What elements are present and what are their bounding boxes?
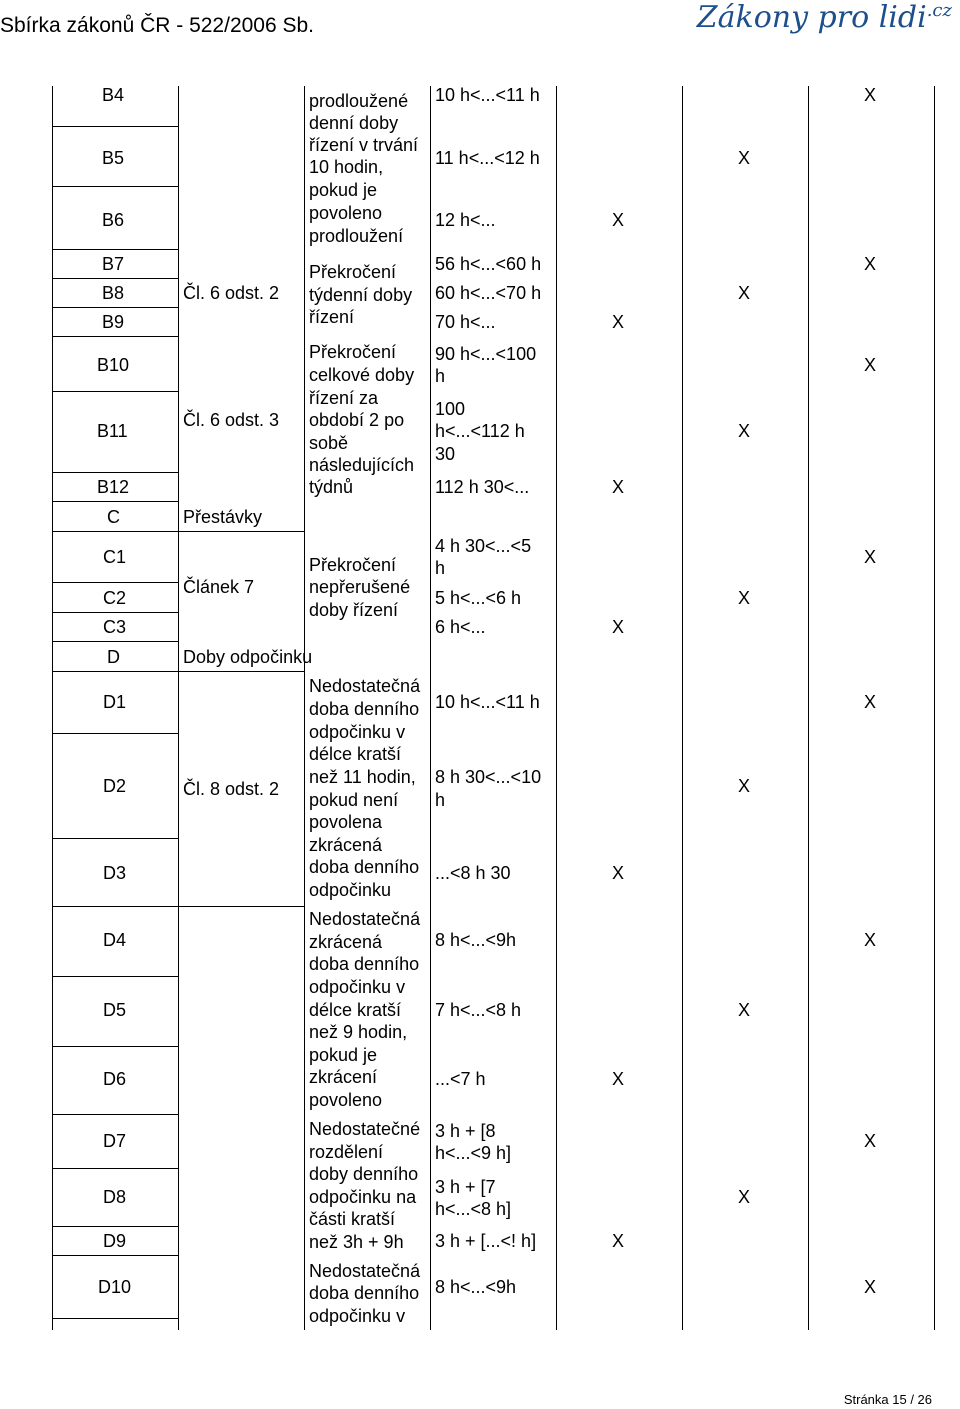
row-code: D9 [103,1231,127,1251]
row-line [52,307,178,308]
section-heading: Přestávky [183,507,263,527]
description-line: doba denního [309,954,420,974]
col-line [556,86,557,1330]
severity-mark: X [738,283,751,303]
description-line: Překročení [309,555,397,575]
row-line [52,1114,178,1115]
row-line [52,1046,178,1047]
description-line: řízení [309,307,355,327]
row-code: D [107,647,120,667]
row-code: B7 [102,254,125,274]
law-reference: Čl. 8 odst. 2 [183,779,280,799]
row-line [52,671,178,672]
row-line [52,733,178,734]
severity-mark: X [612,617,625,637]
row-line [52,612,178,613]
description-line: Nedostatečná [309,676,421,696]
page-number: Stránka 15 / 26 [843,1392,932,1407]
range-value: h<...<9 h] [435,1143,512,1163]
description-line: zkrácení [309,1067,378,1087]
description-line: Nedostatečná [309,909,421,929]
description-line: nepřerušené [309,577,411,597]
row-code: D2 [103,776,127,796]
section-line [178,906,304,907]
section-line [178,531,304,532]
row-code: B8 [102,283,125,303]
logo-suffix: .cz [926,0,952,21]
row-line [52,531,178,532]
range-value: 3 h + [...<! h] [435,1231,537,1251]
col-line [178,86,179,1330]
severity-mark: X [864,254,877,274]
row-line [52,249,178,250]
description-line: než 3h + 9h [309,1232,404,1252]
description-line: délce kratší [309,744,402,764]
description-line: týdnů [309,477,354,497]
severity-mark: X [612,863,625,883]
logo-text: Zákony pro lidi [696,0,927,35]
severity-mark: X [864,547,877,567]
range-value: 11 h<...<12 h [435,148,540,168]
row-line [52,838,178,839]
range-value: 90 h<...<100 [435,344,537,364]
row-code: B6 [102,210,125,230]
section-heading: Doby odpočinku [183,647,313,667]
description-line: celkové doby [309,365,415,385]
row-code: B4 [102,85,125,105]
col-line [430,86,431,1330]
row-code: D8 [103,1187,127,1207]
severity-mark: X [612,210,625,230]
row-line [52,582,178,583]
description-line: Nedostatečné [309,1119,421,1139]
row-code: D4 [103,930,127,950]
description-line: prodloužené [309,91,409,111]
severity-mark: X [738,148,751,168]
range-value: 8 h<...<9h [435,1277,517,1297]
col-line [682,86,683,1330]
row-line [52,186,178,187]
range-value: h<...<112 h [435,421,525,441]
row-line [52,976,178,977]
row-line [52,501,178,502]
severity-mark: X [864,930,877,950]
row-line [52,1168,178,1169]
severity-mark: X [612,1069,625,1089]
document-title: Sbírka zákonů ČR - 522/2006 Sb. [0,14,315,37]
range-value: 3 h + [7 [435,1177,496,1197]
row-code: B9 [102,312,125,332]
description-line: délce kratší [309,1000,402,1020]
description-line: zkrácená [309,835,383,855]
range-value: 6 h<... [435,617,486,637]
description-line: rozdělení [309,1142,384,1162]
row-code: B11 [97,421,128,441]
severity-mark: X [864,692,877,712]
description-line: doba denního [309,1283,420,1303]
col-line [52,86,53,1330]
description-line: Překročení [309,262,397,282]
row-line [52,1318,178,1319]
range-value: 4 h 30<...<5 [435,536,532,556]
severity-mark: X [738,588,751,608]
severity-mark: X [612,477,625,497]
description-line: doby denního [309,1164,419,1184]
severity-mark: X [612,1231,625,1251]
row-code: C1 [103,547,127,567]
description-line: doba denního [309,857,420,877]
range-value: 10 h<...<11 h [435,85,540,105]
range-value: h [435,366,446,386]
description-line: části kratší [309,1209,396,1229]
range-value: 10 h<...<11 h [435,692,540,712]
description-line: 10 hodin, [309,157,384,177]
description-line: řízení za [309,388,379,408]
row-line [52,126,178,127]
range-value: 3 h + [8 [435,1121,496,1141]
description-line: odpočinku na [309,1187,417,1207]
severity-mark: X [738,1000,751,1020]
description-line: prodloužení [309,226,404,246]
description-line: povolena [309,812,383,832]
description-line: povoleno [309,203,383,223]
col-line [934,86,935,1330]
range-value: 12 h<... [435,210,496,230]
range-value: 5 h<...<6 h [435,588,522,608]
description-line: odpočinku [309,880,392,900]
description-line: období 2 po [309,410,405,430]
range-value: ...<8 h 30 [435,863,511,883]
description-line: odpočinku v [309,1306,406,1326]
description-line: doba denního [309,699,420,719]
row-code: B10 [97,355,130,375]
row-code: D10 [98,1277,132,1297]
description-line: odpočinku v [309,722,406,742]
description-line: než 9 hodin, [309,1022,408,1042]
description-line: sobě [309,433,349,453]
row-line [52,336,178,337]
range-value: 7 h<...<8 h [435,1000,522,1020]
severity-mark: X [738,776,751,796]
severity-mark: X [864,1131,877,1151]
range-value: ...<7 h [435,1069,486,1089]
severity-mark: X [864,1277,877,1297]
description-line: týdenní doby [309,285,413,305]
description-line: Nedostatečná [309,1261,421,1281]
section-line [178,671,304,672]
row-code: B12 [97,477,130,497]
row-line [52,472,178,473]
description-line: zkrácená [309,932,383,952]
range-value: h [435,558,446,578]
severity-mark: X [738,421,751,441]
row-line [52,906,178,907]
range-value: 100 [435,399,466,419]
row-code: D3 [103,863,127,883]
row-line [52,1226,178,1227]
severity-mark: X [738,1187,751,1207]
range-value: h [435,790,446,810]
range-value: 8 h<...<9h [435,930,517,950]
row-code: D6 [103,1069,127,1089]
severity-mark: X [864,355,877,375]
col-line [808,86,809,1330]
severity-mark: X [612,312,625,332]
range-value: 60 h<...<70 h [435,283,542,303]
range-value: 70 h<... [435,312,496,332]
range-value: 8 h 30<...<10 [435,767,542,787]
description-line: doby řízení [309,600,399,620]
severity-mark: X [864,85,877,105]
row-line [52,1255,178,1256]
description-line: než 11 hodin, [309,767,416,787]
row-code: C3 [103,617,127,637]
row-code: D1 [103,692,127,712]
description-line: řízení v trvání [309,135,419,155]
description-line: Překročení [309,342,397,362]
range-value: 112 h 30<... [435,477,530,497]
description-line: odpočinku v [309,977,406,997]
col-line [304,86,305,1330]
description-line: pokud není [309,790,399,810]
description-line: následujících [309,455,415,475]
range-value: 56 h<...<60 h [435,254,542,274]
description-line: povoleno [309,1090,383,1110]
range-value: 30 [435,444,456,464]
description-line: pokud je [309,180,378,200]
row-code: D7 [103,1131,127,1151]
description-line: denní doby [309,113,399,133]
law-reference: Čl. 6 odst. 2 [183,283,280,303]
range-value: h<...<8 h] [435,1199,512,1219]
row-line [52,641,178,642]
row-line [52,391,178,392]
law-reference: Článek 7 [183,577,255,597]
row-code: B5 [102,148,125,168]
row-line [52,278,178,279]
description-line: pokud je [309,1045,378,1065]
law-reference: Čl. 6 odst. 3 [183,410,280,430]
row-code: D5 [103,1000,127,1020]
row-code: C [107,507,120,527]
row-code: C2 [103,588,127,608]
